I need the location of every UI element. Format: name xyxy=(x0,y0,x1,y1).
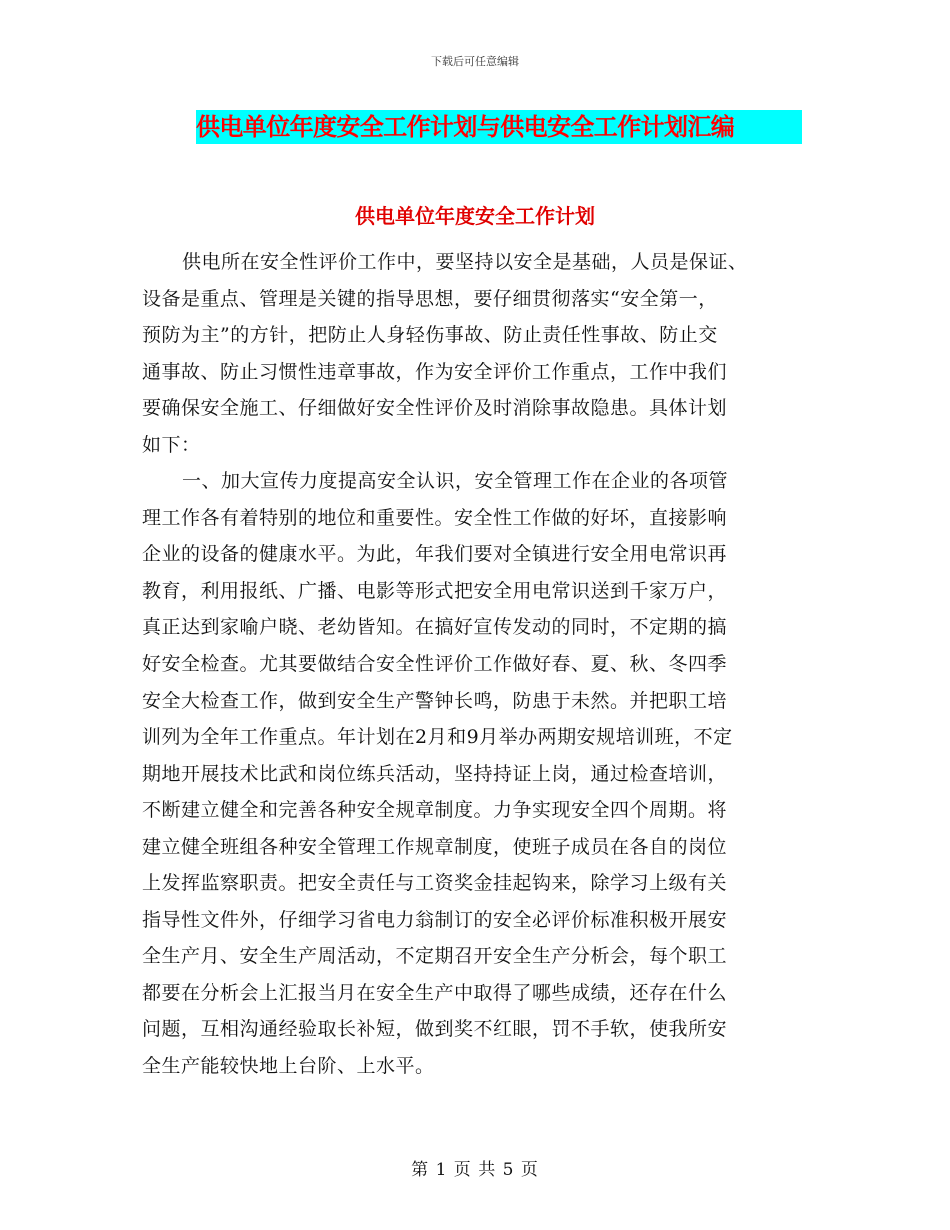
paragraph-line: 通事故、防止习惯性违章事故，作为安全评价工作重点，工作中我们 xyxy=(142,360,728,383)
main-title-highlight xyxy=(196,110,802,144)
paragraph-line: 要确保安全施工、仔细做好安全性评价及时消除事故隐患。具体计划 xyxy=(142,397,728,420)
paragraph-line: 安全大检查工作，做到安全生产警钟长鸣，防患于未然。并把职工培 xyxy=(142,689,728,712)
main-title: 供电单位年度安全工作计划与供电安全工作计划汇编 xyxy=(196,113,735,141)
paragraph-line: 指导性文件外，仔细学习省电力翁制订的安全必评价标准积极开展安 xyxy=(142,908,728,931)
paragraph-line: 理工作各有着特别的地位和重要性。安全性工作做的好坏，直接影响 xyxy=(142,506,728,529)
paragraph-line: 如下： xyxy=(142,433,201,456)
paragraph-line: 企业的设备的健康水平。为此，年我们要对全镇进行安全用电常识再 xyxy=(142,543,728,566)
paragraph-line: 不断建立健全和完善各种安全规章制度。力争实现安全四个周期。将 xyxy=(142,799,728,822)
paragraph-line: 都要在分析会上汇报当月在安全生产中取得了哪些成绩，还存在什么 xyxy=(142,981,728,1004)
section-title: 供电单位年度安全工作计划 xyxy=(355,204,595,228)
paragraph-line: 期地开展技术比武和岗位练兵活动，坚持持证上岗，通过检查培训， xyxy=(142,762,728,785)
paragraph-line: 全生产能较快地上台阶、上水平。 xyxy=(142,1055,435,1078)
header-note: 下载后可任意编辑 xyxy=(431,55,519,68)
body-text xyxy=(142,244,812,1085)
paragraph-line: 预防为主”的方针，把防止人身轻伤事故、防止责任性事故、防止交 xyxy=(142,324,718,347)
paragraph-line: 上发挥监察职责。把安全责任与工资奖金挂起钩来，除学习上级有关 xyxy=(142,872,728,895)
paragraph-line: 一、加大宣传力度提高安全认识，安全管理工作在企业的各项管 xyxy=(182,470,729,493)
paragraph-line: 全生产月、安全生产周活动，不定期召开安全生产分析会，每个职工 xyxy=(142,945,728,968)
paragraph-line: 问题，互相沟通经验取长补短，做到奖不红眼，罚不手软，使我所安 xyxy=(142,1018,728,1041)
paragraph-line: 真正达到家喻户晓、老幼皆知。在搞好宣传发动的同时，不定期的搞 xyxy=(142,616,728,639)
paragraph-line: 供电所在安全性评价工作中，要坚持以安全是基础，人员是保证、 xyxy=(182,251,748,273)
page-number: 第 1 页 共 5 页 xyxy=(411,1160,539,1180)
paragraph-line: 建立健全班组各种安全管理工作规章制度，使班子成员在各自的岗位 xyxy=(142,835,728,858)
paragraph-line: 设备是重点、管理是关键的指导思想，要仔细贯彻落实“安全第一， xyxy=(142,287,718,310)
paragraph-line: 训列为全年工作重点。年计划在2月和9月举办两期安规培训班，不定 xyxy=(142,726,733,749)
paragraph-line: 好安全检查。尤其要做结合安全性评价工作做好春、夏、秋、冬四季 xyxy=(142,653,728,676)
paragraph-line: 教育，利用报纸、广播、电影等形式把安全用电常识送到千家万户， xyxy=(142,579,728,602)
